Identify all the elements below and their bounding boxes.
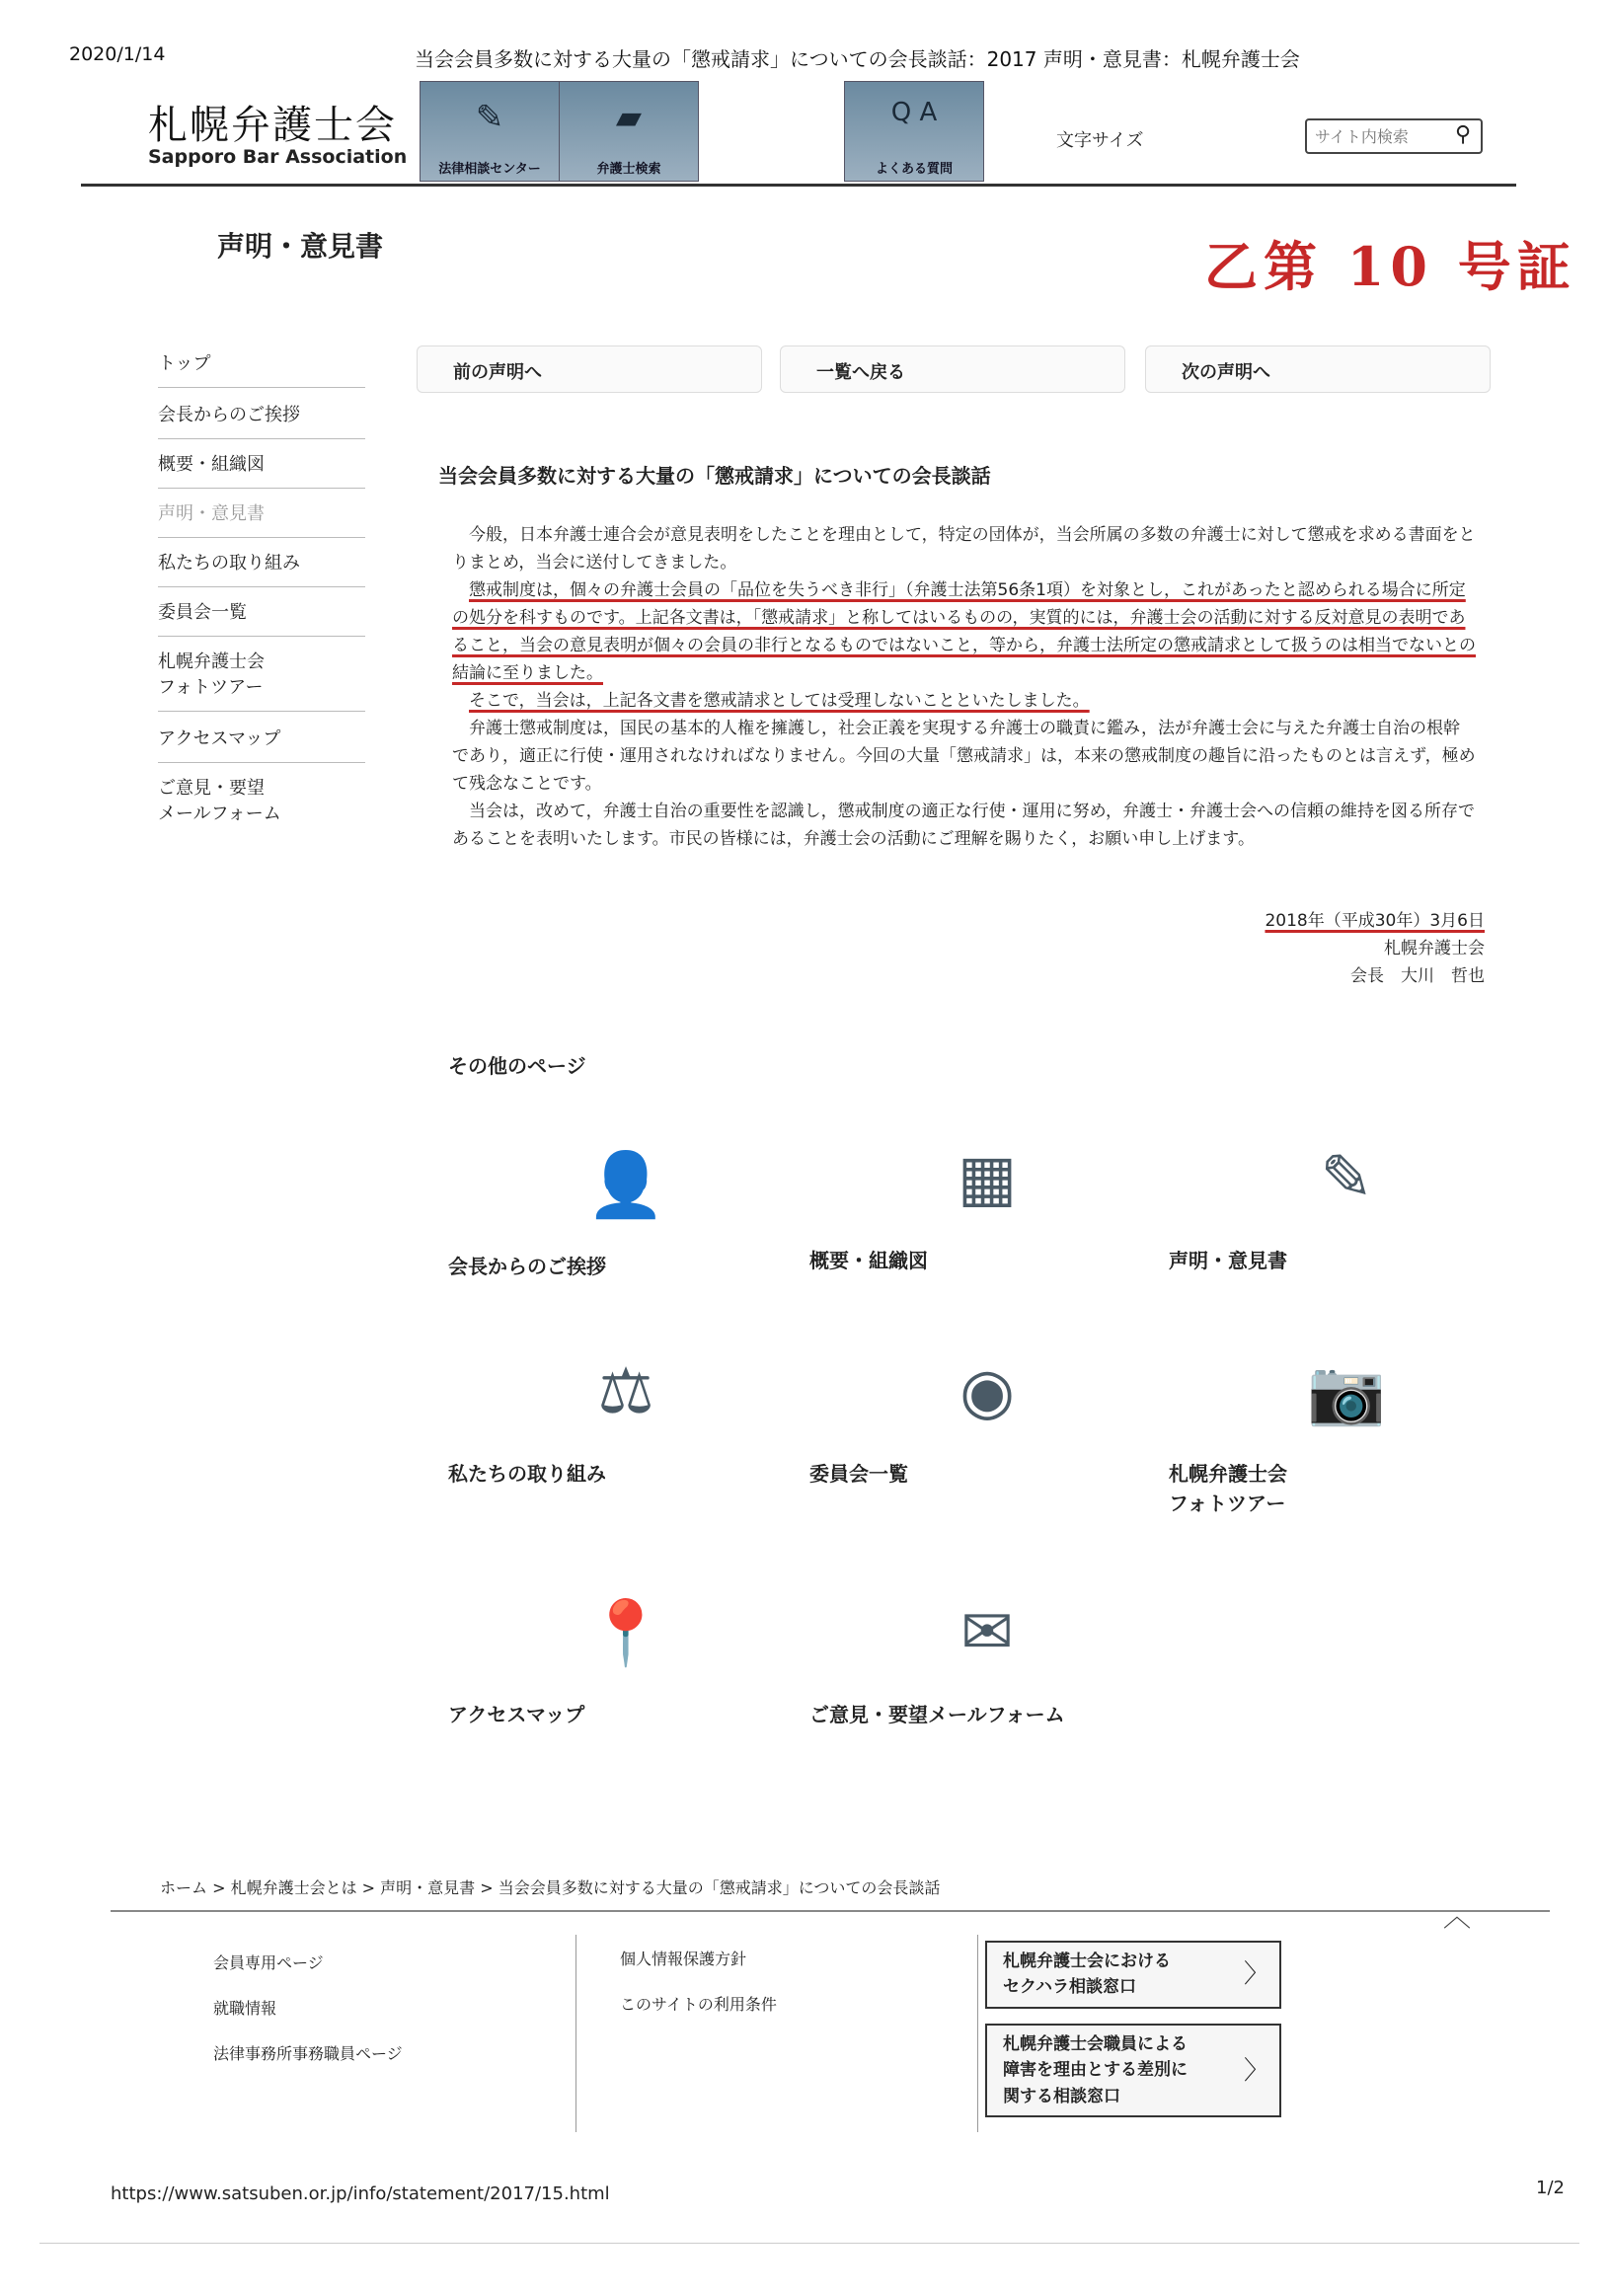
prev-statement-button[interactable]: 前の声明へ xyxy=(417,345,762,393)
site-logo-en[interactable]: Sapporo Bar Association xyxy=(148,146,408,168)
tile-label: 委員会一覧 xyxy=(809,1462,908,1486)
tile-label: 札幌弁護士会 フォトツアー xyxy=(1169,1462,1287,1515)
box-label: 札幌弁護士会における セクハラ相談窓口 xyxy=(1003,1952,1171,1998)
bottom-divider xyxy=(39,2243,1579,2244)
site-logo-jp[interactable]: 札幌弁護士会 xyxy=(148,103,397,148)
president-icon: 👤 xyxy=(586,1148,665,1222)
tile-committees[interactable] xyxy=(809,1333,1165,1489)
nav-lawyer-search-button[interactable] xyxy=(559,81,699,182)
building-icon: ▦ xyxy=(957,1142,1018,1215)
disability-consultation-button[interactable] xyxy=(985,2024,1281,2117)
tile-overview[interactable] xyxy=(809,1119,1165,1275)
footer-column-divider xyxy=(977,1935,978,2132)
back-to-list-button[interactable]: 一覧へ戻る xyxy=(780,345,1125,393)
tile-label: 私たちの取り組み xyxy=(448,1462,606,1486)
print-url: https://www.satsuben.or.jp/info/statement/2017/15.html xyxy=(111,2183,610,2204)
tile-greeting[interactable] xyxy=(448,1125,804,1281)
article-signer: 会長 大川 哲也 xyxy=(1350,966,1485,986)
scroll-to-top-icon[interactable]: ︿ xyxy=(1443,1900,1472,1933)
next-statement-button[interactable]: 次の声明へ xyxy=(1145,345,1491,393)
page-title: 声明・意見書 xyxy=(217,230,384,263)
article-paragraph: 今般，日本弁護士連合会が意見表明をしたことを理由として，特定の団体が，当会所属の多数の弁護士に対して懲戒を求める書面をとりまとめ，当会に送付してきました。 xyxy=(452,525,1476,573)
tile-label: アクセスマップ xyxy=(448,1703,585,1726)
tile-label: 概要・組織図 xyxy=(809,1249,928,1272)
sidebar-item-statements[interactable]: 声明・意見書 xyxy=(158,501,365,538)
qa-icon: Q A xyxy=(890,98,938,127)
footer-link-members[interactable]: 会員専用ページ xyxy=(213,1953,324,1972)
article-body xyxy=(452,521,1477,853)
print-title: 当会会員多数に対する大量の「懲戒請求」についての会長談話：2017 声明・意見書：札幌弁護士会 xyxy=(415,47,1300,71)
sidebar-item-access-map[interactable]: アクセスマップ xyxy=(158,727,365,763)
print-page-number: 1/2 xyxy=(1536,2178,1565,2198)
footer-link-office-staff[interactable]: 法律事務所事務職員ページ xyxy=(213,2044,403,2063)
sidebar-item-photo-tour[interactable]: 札幌弁護士会 フォトツアー xyxy=(158,650,365,712)
sidebar-item-top[interactable]: トップ xyxy=(158,351,365,388)
footer-link-privacy[interactable]: 個人情報保護方針 xyxy=(620,1950,747,1968)
print-date: 2020/1/14 xyxy=(69,43,166,65)
article-date: 2018年（平成30年）3月6日 xyxy=(1265,911,1485,931)
sidebar-item-overview[interactable]: 概要・組織図 xyxy=(158,452,365,489)
chevron-right-icon: 〉 xyxy=(1243,1959,1269,1990)
sidebar-item-greeting[interactable]: 会長からのご挨拶 xyxy=(158,403,365,439)
tile-access-map[interactable] xyxy=(448,1573,804,1729)
sidebar-item-activities[interactable]: 私たちの取り組み xyxy=(158,551,365,587)
article-paragraph-underlined: 懲戒制度は，個々の弁護士会員の「品位を失うべき非行」（弁護士法第56条1項）を対象とし，これがあったと認められる場合に所定の処分を科すものです。上記各文書は，「懲戒請求」と称してはいるものの，実質的には，弁護士会の活動に対する反対意見の表明であること，当会の意見表明が個々の会員の非行となるものではないこと，等から，弁護士法所定の懲戒請求として扱うのは相当でないとの結論に至りました。 xyxy=(452,580,1476,683)
nav-label: 法律相談センター xyxy=(438,162,541,177)
tile-label: ご意見・要望メールフォーム xyxy=(809,1703,1065,1726)
article-paragraph: 弁護士懲戒制度は，国民の基本的人権を擁護し，社会正義を実現する弁護士の職責に鑑み，法が弁護士会に与えた弁護士自治の根幹であり，適正に行使・運用されなければなりません。今回の大量「懲戒請求」は，本来の懲戒制度の趣旨に沿ったものとは言えず，極めて残念なことです。 xyxy=(452,719,1476,794)
box-label: 札幌弁護士会職員による 障害を理由とする差別に 関する相談窓口 xyxy=(1003,2034,1188,2106)
tile-label: 声明・意見書 xyxy=(1169,1249,1287,1272)
tile-activities[interactable] xyxy=(448,1333,804,1489)
book-icon: ▰ xyxy=(615,98,643,137)
footer-link-jobs[interactable]: 就職情報 xyxy=(213,1999,277,2018)
document-icon: ✎ xyxy=(1320,1142,1373,1215)
chevron-right-icon: 〉 xyxy=(1243,2055,1269,2086)
breadcrumb[interactable]: ホーム > 札幌弁護士会とは > 声明・意見書 > 当会会員多数に対する大量の「懲戒請求」についての会長談話 xyxy=(160,1878,941,1897)
mail-form-icon: ✉ xyxy=(960,1596,1014,1669)
nav-faq-button[interactable] xyxy=(844,81,984,182)
footer-column-divider xyxy=(575,1935,576,2132)
nav-legal-consultation-button[interactable] xyxy=(420,81,560,182)
article-paragraph-underlined: そこで，当会は，上記各文書を懲戒請求としては受理しないことといたしました。 xyxy=(469,691,1090,711)
article-org: 札幌弁護士会 xyxy=(1384,939,1485,958)
tile-label: 会長からのご挨拶 xyxy=(448,1255,606,1278)
tile-feedback-form[interactable] xyxy=(809,1573,1165,1729)
other-pages-heading: その他のページ xyxy=(448,1054,586,1078)
harassment-consultation-button[interactable] xyxy=(985,1941,1281,2009)
nav-label: 弁護士検索 xyxy=(596,162,661,177)
sidebar-item-feedback-form[interactable]: ご意見・要望 メールフォーム xyxy=(158,778,281,825)
article-title: 当会会員多数に対する大量の「懲戒請求」についての会長談話 xyxy=(438,464,991,488)
font-size-control[interactable]: 文字サイズ xyxy=(1056,130,1144,151)
nav-label: よくある質問 xyxy=(875,162,953,177)
sidebar-item-committees[interactable]: 委員会一覧 xyxy=(158,600,365,637)
map-pin-icon: 📍 xyxy=(586,1596,665,1670)
footer-divider xyxy=(111,1910,1550,1912)
scales-icon: ⚖ xyxy=(597,1355,654,1428)
search-icon[interactable]: ⚲ xyxy=(1455,122,1472,147)
tile-photo-tour[interactable] xyxy=(1169,1333,1524,1518)
committee-icon: ◉ xyxy=(959,1355,1015,1428)
header-divider xyxy=(81,184,1516,187)
camera-icon: 📷 xyxy=(1307,1355,1386,1429)
article-paragraph: 当会は，改めて，弁護士自治の重要性を認識し，懲戒制度の適正な行使・運用に努め，弁護士・弁護士会への信頼の維持を図る所存であることを表明いたします。市民の皆様には，弁護士会の活動にご理解を賜りたく，お願い申し上げます。 xyxy=(452,802,1475,849)
pencil-icon: ✎ xyxy=(475,98,504,137)
tile-statements[interactable] xyxy=(1169,1119,1524,1275)
exhibit-stamp: 乙第 10 号証 xyxy=(1204,235,1576,298)
footer-link-terms[interactable]: このサイトの利用条件 xyxy=(620,1995,777,2014)
